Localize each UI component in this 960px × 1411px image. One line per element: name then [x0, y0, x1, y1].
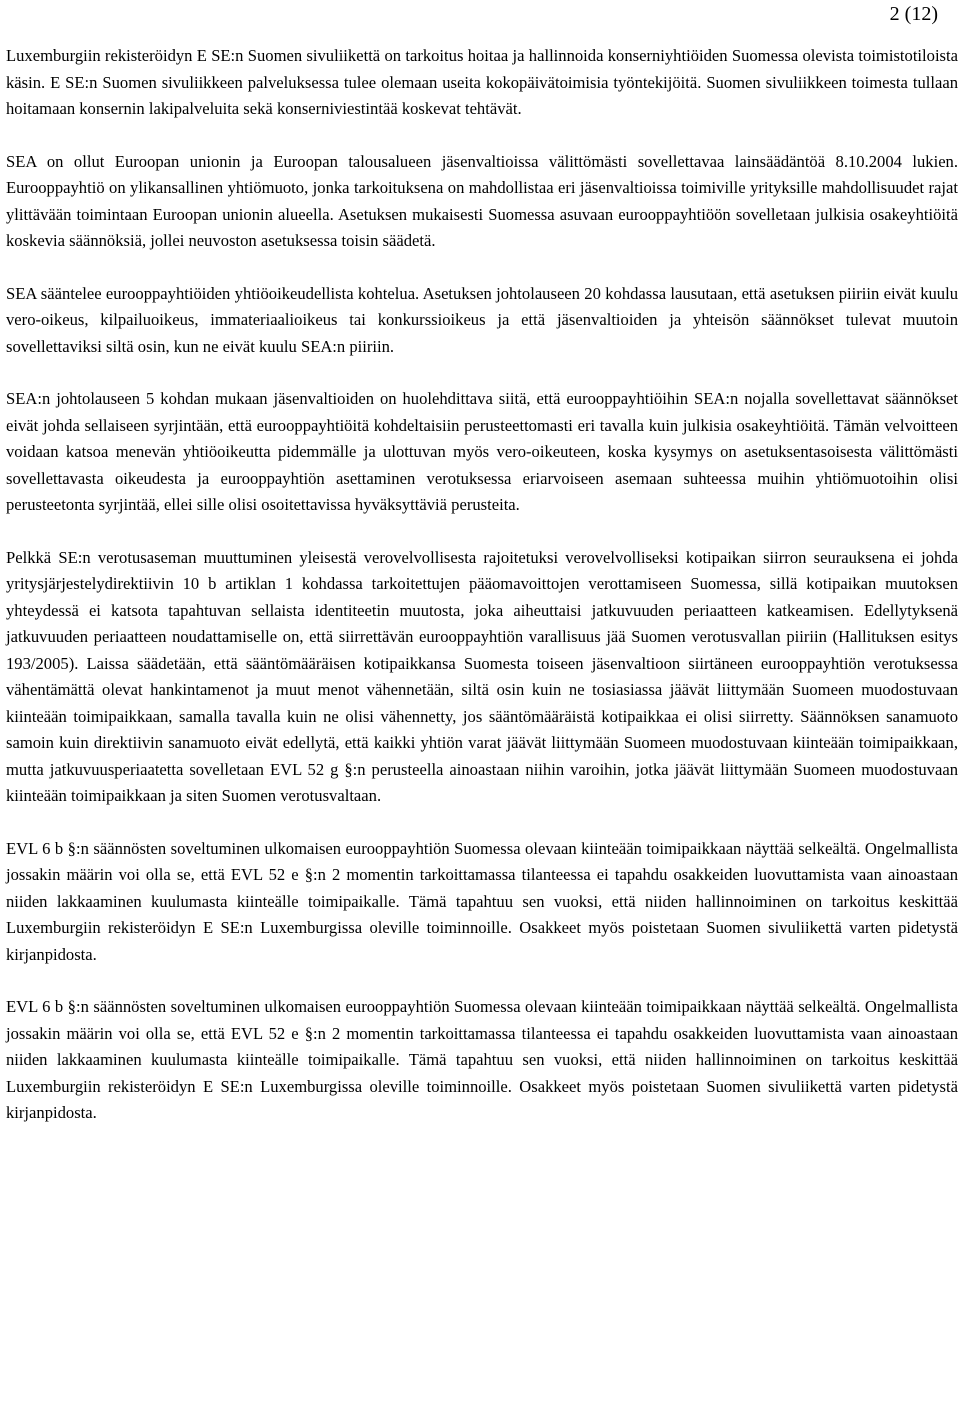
- page-number: 2 (12): [889, 3, 938, 25]
- paragraph-sivuliike: Luxemburgiin rekisteröidyn E SE:n Suomen sivuliikettä on tarkoitus hoitaa ja hallinnoida konserniyhtiöiden Suomessa olevista toimistotiloista käsin. E SE:n Suomen sivuliikkeen palveluksessa tulee olemaan useita kokopäivätoimisia työntekijöitä. Suomen sivuliikkeen toimesta tullaan hoitamaan konsernin lakipalveluita sekä konserniviestintää koskevat tehtävät.: [6, 46, 958, 118]
- paragraph-syrjintakielto: SEA:n johtolauseen 5 kohdan mukaan jäsenvaltioiden on huolehdittava siitä, että eurooppayhtiöihin SEA:n nojalla sovellettavat säännökset eivät johda sellaiseen syrjintään, että eurooppayhtiöitä kohdeltaisiin perusteettomasti eri tavalla kuin julkisia osakeyhtiöitä. Tämän velvoitteen voidaan katsoa menevän yhtiöoikeutta pidemmälle ja ulottuvan myös vero-oikeuteen, koska kysymys on asetuksentasoisesta välittömästi sovellettavasta oikeudesta ja eurooppayhtiön asettaminen verotuksessa eriarvoiseen asemaan suhteessa muihin yhtiömuotoihin olisi perusteetonta syrjintää, ellei sille olisi osoitettavissa hyväksyttäviä perusteita.: [6, 389, 958, 514]
- document-body: [6, 43, 958, 1127]
- paragraph-sea-yhtiooikeus: SEA sääntelee eurooppayhtiöiden yhtiöoikeudellista kohtelua. Asetuksen johtolauseen 20 kohdassa lausutaan, että asetuksen piiriin eivät kuulu vero-oikeus, kilpailuoikeus, immateriaalioikeus tai konkurssioikeus ja että jäsenvaltioiden ja yhteisön säännökset tulevat muutoin sovellettaviksi siltä osin, kun ne eivät kuulu SEA:n piiriin.: [6, 283, 958, 356]
- paragraph-sea-lainsaadanto: SEA on ollut Euroopan unionin ja Euroopan talousalueen jäsenvaltioissa välittömästi sovellettavaa lainsäädäntöä 8.10.2004 lukien. Eurooppayhtiö on ylikansallinen yhtiömuoto, jonka tarkoituksena on mahdollistaa eri jäsenvaltioissa toimiville yrityksille mahdollisuudet rajat ylittävään toimintaan Euroopan unionin alueella. Asetuksen mukaisesti Suomessa asuvaan eurooppayhtiöön sovelletaan julkisia osakeyhtiöitä koskevia säännöksiä, jollei neuvoston asetuksessa toisin säädetä.: [6, 151, 958, 250]
- paragraph-evl-6b-first: EVL 6 b §:n säännösten soveltuminen ulkomaisen eurooppayhtiön Suomessa olevaan kiinteään toimipaikkaan näyttää selkeältä. Ongelmallista jossakin määrin voi olla se, että EVL 52 e §:n 2 momentin tarkoittamassa tilanteessa ei tapahdu osakkeiden luovuttamista vaan ainoastaan niiden lakkaaminen kuulumasta kiinteälle toimipaikalle. Tämä tapahtuu sen vuoksi, että niiden hallinnoiminen on tarkoitus keskittää Luxemburgiin rekisteröidyn E SE:n Luxemburgissa oleville toiminnoille. Osakkeet myös poistetaan Suomen sivuliikettä varten pidetystä kirjanpidosta.: [6, 838, 958, 964]
- paragraph-evl-6b-second: EVL 6 b §:n säännösten soveltuminen ulkomaisen eurooppayhtiön Suomessa olevaan kiinteään toimipaikkaan näyttää selkeältä. Ongelmallista jossakin määrin voi olla se, että EVL 52 e §:n 2 momentin tarkoittamassa tilanteessa ei tapahdu osakkeiden luovuttamista vaan ainoastaan niiden lakkaaminen kuulumasta kiinteälle toimipaikalle. Tämä tapahtuu sen vuoksi, että niiden hallinnoiminen on tarkoitus keskittää Luxemburgiin rekisteröidyn E SE:n Luxemburgissa oleville toiminnoille. Osakkeet myös poistetaan Suomen sivuliikettä varten pidetystä kirjanpidosta.: [6, 997, 958, 1122]
- paragraph-verotusasema: Pelkkä SE:n verotusaseman muuttuminen yleisestä verovelvollisesta rajoitetuksi verovelvolliseksi kotipaikan siirron seurauksena ei johda yritysjärjestelydirektiivin 10 b artiklan 1 kohdassa tarkoitettujen pääomavoittojen verottamiseen Suomessa, sillä kotipaikan muutoksen yhteydessä ei katsota tapahtuvan sellaista identiteetin muutosta, joka aiheuttaisi jatkuvuuden periaatteen katkeamisen. Edellytyksenä jatkuvuuden periaatteen noudattamiselle on, että siirrettävän eurooppayhtiön varallisuus jää Suomen verotusvallan piiriin (Hallituksen esitys 193/2005). Laissa säädetään, että sääntömääräisen kotipaikkansa Suomesta toiseen jäsenvaltioon siirtäneen eurooppayhtiön verotuksessa vähentämättä olevat hankintamenot ja muut menot vähennetään, siltä osin kuin ne tosiasiassa jäävät liittymään Suomeen muodostuvaan kiinteään toimipaikkaan, samalla tavalla kuin ne olisi vähennetty, jos sääntömääräistä kotipaikkaa ei olisi siirretty. Säännöksen sanamuoto samoin kuin direktiivin sanamuoto eivät edellytä, että kaikki yhtiön varat jäävät liittymään Suomeen muodostuvaan kiinteään toimipaikkaan, mutta jatkuvuusperiaatetta sovelletaan EVL 52 g §:n perusteella ainoastaan niihin varoihin, jotka jäävät liittymään Suomeen muodostuvaan kiinteään toimipaikkaan ja siten Suomen verotusvaltaan.: [6, 547, 958, 805]
